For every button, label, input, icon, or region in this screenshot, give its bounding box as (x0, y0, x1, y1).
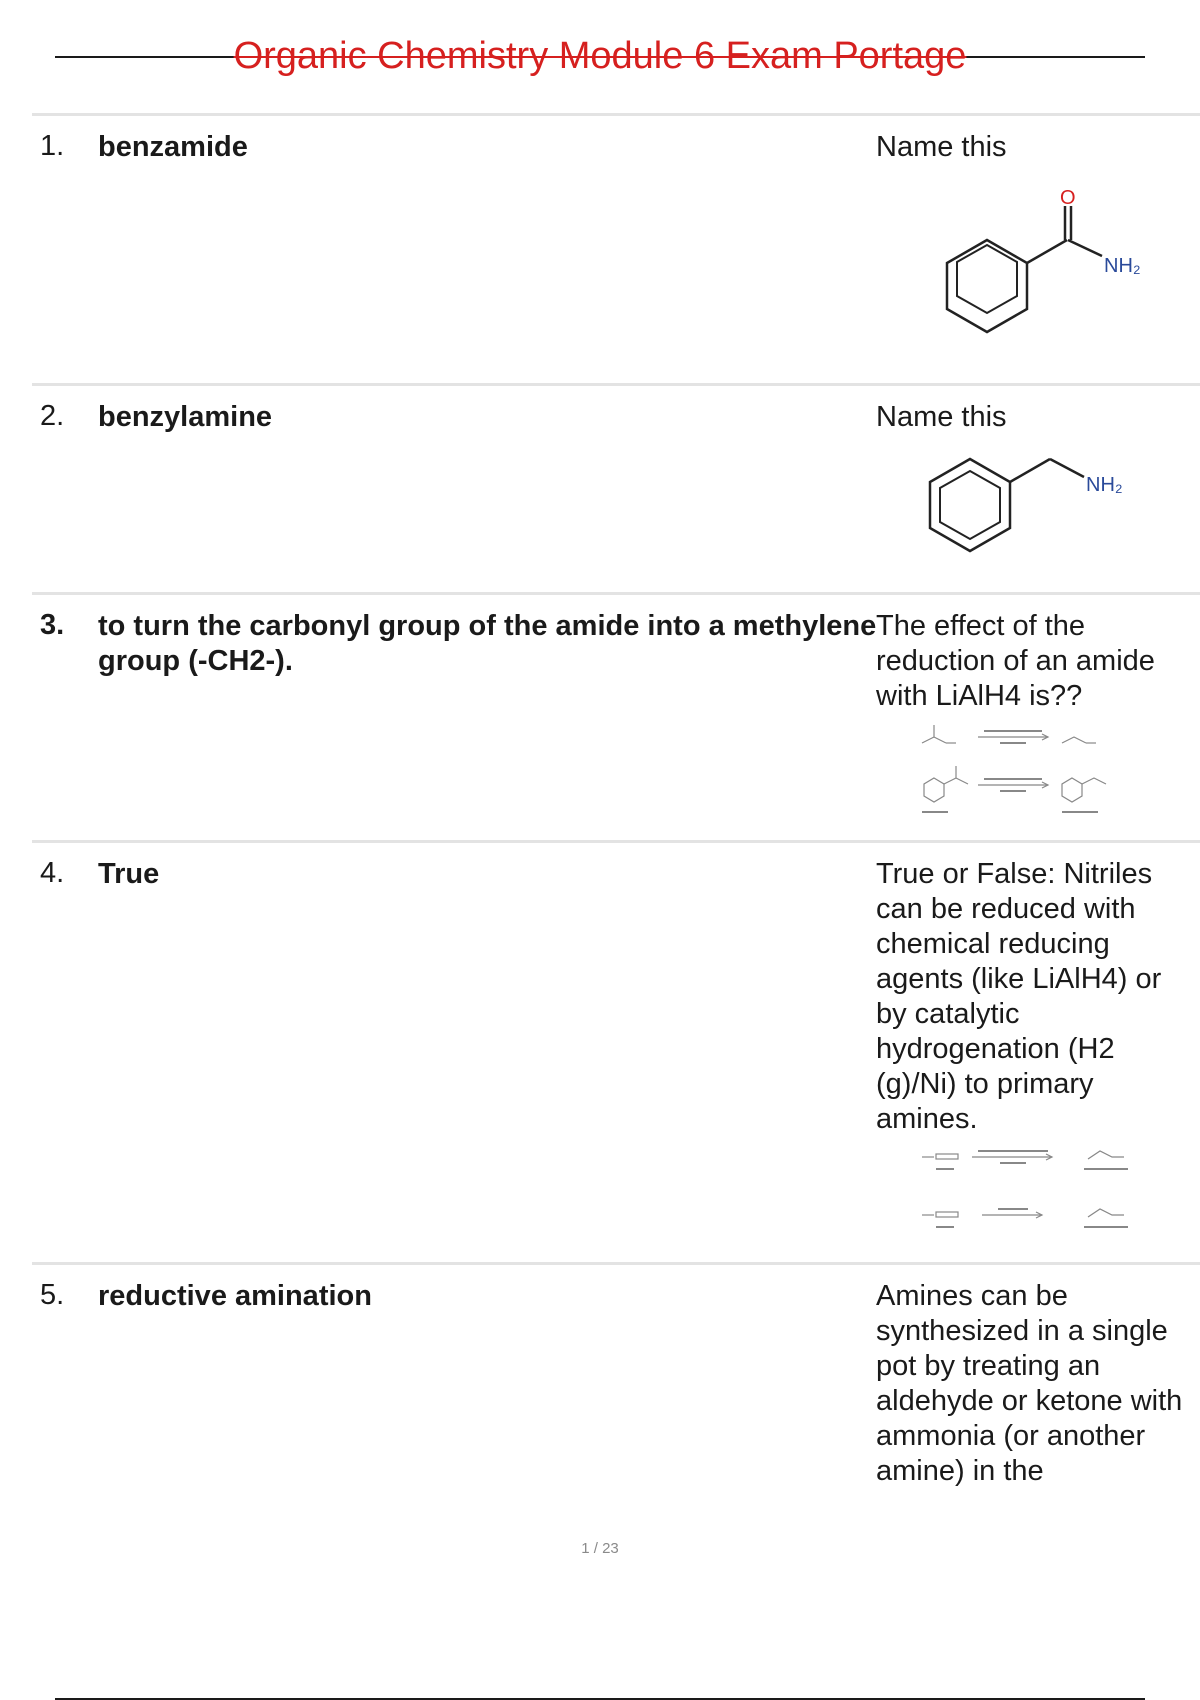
document-header (55, 28, 1145, 88)
nitrile-reduction-scheme-icon (912, 1143, 1172, 1253)
flashcard-row (32, 113, 1200, 386)
amide-reduction-scheme-icon (912, 723, 1172, 823)
oxygen-label: O (1060, 188, 1076, 209)
card-answer: to turn the carbonyl group of the amide into a methylene group (-CH2-). (98, 610, 877, 677)
card-answer: True (98, 858, 160, 890)
card-number: 4. (40, 857, 65, 889)
card-answer: reductive amination (98, 1280, 372, 1312)
amine-label: NH₂ (1086, 474, 1123, 496)
flashcard-row (32, 592, 1200, 843)
card-number: 2. (40, 400, 65, 432)
document-title: Organic Chemistry Module 6 Exam Portage (233, 35, 967, 77)
page-indicator: 1 / 23 (581, 1540, 619, 1557)
card-number: 5. (40, 1279, 65, 1311)
card-question: Name this (876, 401, 1007, 433)
card-answer: benzylamine (98, 401, 273, 433)
card-number: 1. (40, 130, 65, 162)
card-question: Amines can be synthesized in a single pot by treating an aldehyde or ketone with ammonia (or another amine) in the (876, 1280, 1183, 1487)
flashcard-row (32, 383, 1200, 595)
card-number: 3. (40, 609, 65, 641)
flashcard-row (32, 1262, 1200, 1545)
card-answer: benzamide (98, 131, 248, 163)
flashcard-row (32, 840, 1200, 1265)
card-question: True or False: Nitriles can be reduced with chemical reducing agents (like LiAlH4) or by catalytic hydrogenation (H2 (g)/Ni) to primary amines. (876, 858, 1162, 1135)
card-question: Name this (876, 131, 1007, 163)
card-question: The effect of the reduction of an amide with LiAlH4 is?? (876, 610, 1155, 712)
benzylamine-structure-icon (922, 451, 1182, 571)
amine-label: NH₂ (1104, 255, 1141, 277)
benzamide-structure-icon (932, 188, 1200, 358)
